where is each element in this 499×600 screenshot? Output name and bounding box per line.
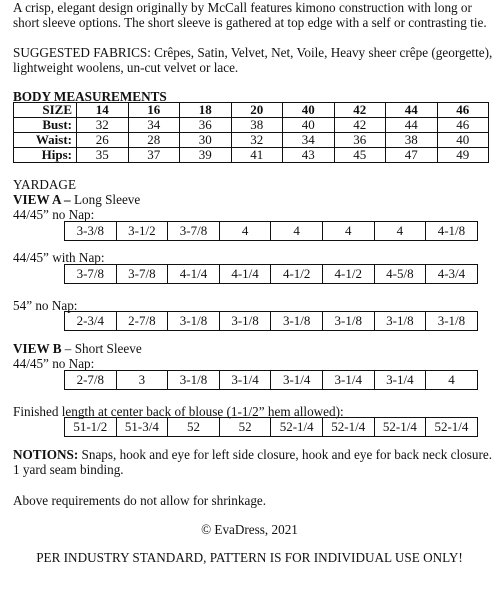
body-measurements-title: BODY MEASUREMENTS	[13, 89, 167, 104]
row-label: SIZE	[14, 103, 77, 118]
cell: 3-1/8	[426, 312, 478, 331]
size-row	[14, 103, 489, 118]
cell: 4	[322, 222, 374, 241]
notions-text	[13, 447, 493, 477]
cell: 49	[437, 148, 489, 163]
row-label: Bust:	[14, 118, 77, 133]
copyright: © EvaDress, 2021	[201, 522, 298, 537]
cell: 32	[231, 133, 283, 148]
bust-row	[14, 118, 489, 133]
cell: 4-1/2	[271, 265, 323, 284]
cell: 51-3/4	[116, 418, 168, 437]
cell: 44	[386, 118, 438, 133]
cell: 3-7/8	[168, 222, 220, 241]
cell: 52-1/4	[322, 418, 374, 437]
cell: 4-1/2	[322, 265, 374, 284]
cell: 14	[77, 103, 129, 118]
a-withnap-label: 44/45” with Nap:	[13, 250, 105, 265]
finished-length-label: Finished length at center back of blouse (1-1/2” hem allowed):	[13, 404, 344, 419]
notions-desc: Snaps, hook and eye for left side closure, hook and eye for back neck closure. 1 yard seam binding.	[13, 447, 493, 477]
cell: 30	[180, 133, 232, 148]
row-label: Waist:	[14, 133, 77, 148]
cell: 3-1/8	[219, 312, 271, 331]
cell: 34	[128, 118, 180, 133]
view-a-nonap-table	[64, 221, 478, 241]
b-nonap-label: 44/45” no Nap:	[13, 356, 95, 371]
table-row	[65, 418, 478, 437]
cell: 3-1/4	[271, 371, 323, 390]
cell: 28	[128, 133, 180, 148]
cell: 3-1/8	[168, 371, 220, 390]
hips-row	[14, 148, 489, 163]
cell: 32	[77, 118, 129, 133]
cell: 46	[437, 118, 489, 133]
cell: 36	[180, 118, 232, 133]
shrinkage-note: Above requirements do not allow for shrinkage.	[13, 493, 267, 508]
cell: 42	[334, 103, 386, 118]
cell: 4-3/4	[426, 265, 478, 284]
cell: 38	[231, 118, 283, 133]
table-row	[65, 265, 478, 284]
cell: 3	[116, 371, 168, 390]
cell: 4	[374, 222, 426, 241]
cell: 46	[437, 103, 489, 118]
cell: 45	[334, 148, 386, 163]
cell: 37	[128, 148, 180, 163]
cell: 52-1/4	[271, 418, 323, 437]
cell: 3-1/8	[168, 312, 220, 331]
view-a-heading	[13, 192, 140, 207]
cell: 51-1/2	[65, 418, 117, 437]
a-nonap-label: 44/45” no Nap:	[13, 207, 95, 222]
view-b-label: VIEW B	[13, 341, 62, 356]
cell: 52-1/4	[426, 418, 478, 437]
cell: 3-1/4	[322, 371, 374, 390]
waist-row	[14, 133, 489, 148]
table-row	[65, 312, 478, 331]
suggested-fabrics: SUGGESTED FABRICS: Crêpes, Satin, Velvet, Net, Voile, Heavy sheer crêpe (georgette), lightweight woolens, un-cut velvet or lace.	[13, 45, 493, 75]
row-label: Hips:	[14, 148, 77, 163]
yardage-title: YARDAGE	[13, 177, 77, 192]
view-b-desc: – Short Sleeve	[61, 341, 142, 356]
cell: 43	[283, 148, 335, 163]
view-a-54-table	[64, 311, 478, 331]
cell: 36	[334, 133, 386, 148]
cell: 4-5/8	[374, 265, 426, 284]
cell: 52	[219, 418, 271, 437]
cell: 4-1/4	[219, 265, 271, 284]
cell: 47	[386, 148, 438, 163]
cell: 40	[437, 133, 489, 148]
view-a-label: VIEW A –	[13, 192, 71, 207]
cell: 41	[231, 148, 283, 163]
cell: 40	[283, 118, 335, 133]
cell: 38	[386, 133, 438, 148]
cell: 3-1/8	[374, 312, 426, 331]
cell: 42	[334, 118, 386, 133]
cell: 26	[77, 133, 129, 148]
cell: 3-1/8	[322, 312, 374, 331]
cell: 4-1/8	[426, 222, 478, 241]
cell: 2-3/4	[65, 312, 117, 331]
cell: 3-7/8	[65, 265, 117, 284]
cell: 52-1/4	[374, 418, 426, 437]
cell: 2-7/8	[116, 312, 168, 331]
intro-text: A crisp, elegant design originally by McCall features kimono construction with long or short sleeve options. The short sleeve is gathered at top edge with a self or contrasting tie.	[13, 0, 487, 30]
cell: 18	[180, 103, 232, 118]
cell: 3-1/2	[116, 222, 168, 241]
cell: 34	[283, 133, 335, 148]
cell: 3-1/4	[219, 371, 271, 390]
body-measurements-table	[13, 102, 489, 163]
a-54-label: 54” no Nap:	[13, 298, 78, 313]
table-row	[65, 371, 478, 390]
cell: 16	[128, 103, 180, 118]
cell: 2-7/8	[65, 371, 117, 390]
cell: 3-1/8	[271, 312, 323, 331]
cell: 35	[77, 148, 129, 163]
table-row	[65, 222, 478, 241]
cell: 44	[386, 103, 438, 118]
cell: 4	[219, 222, 271, 241]
view-b-heading	[13, 341, 142, 356]
cell: 4	[271, 222, 323, 241]
notions-label: NOTIONS:	[13, 447, 79, 462]
cell: 40	[283, 103, 335, 118]
cell: 3-3/8	[65, 222, 117, 241]
industry-standard-notice: PER INDUSTRY STANDARD, PATTERN IS FOR INDIVIDUAL USE ONLY!	[36, 550, 463, 565]
finished-length-table	[64, 417, 478, 437]
view-a-desc: Long Sleeve	[70, 192, 141, 207]
cell: 3-1/4	[374, 371, 426, 390]
view-b-nonap-table	[64, 370, 478, 390]
cell: 20	[231, 103, 283, 118]
cell: 52	[168, 418, 220, 437]
view-a-withnap-table	[64, 264, 478, 284]
cell: 4	[426, 371, 478, 390]
cell: 3-7/8	[116, 265, 168, 284]
cell: 39	[180, 148, 232, 163]
cell: 4-1/4	[168, 265, 220, 284]
